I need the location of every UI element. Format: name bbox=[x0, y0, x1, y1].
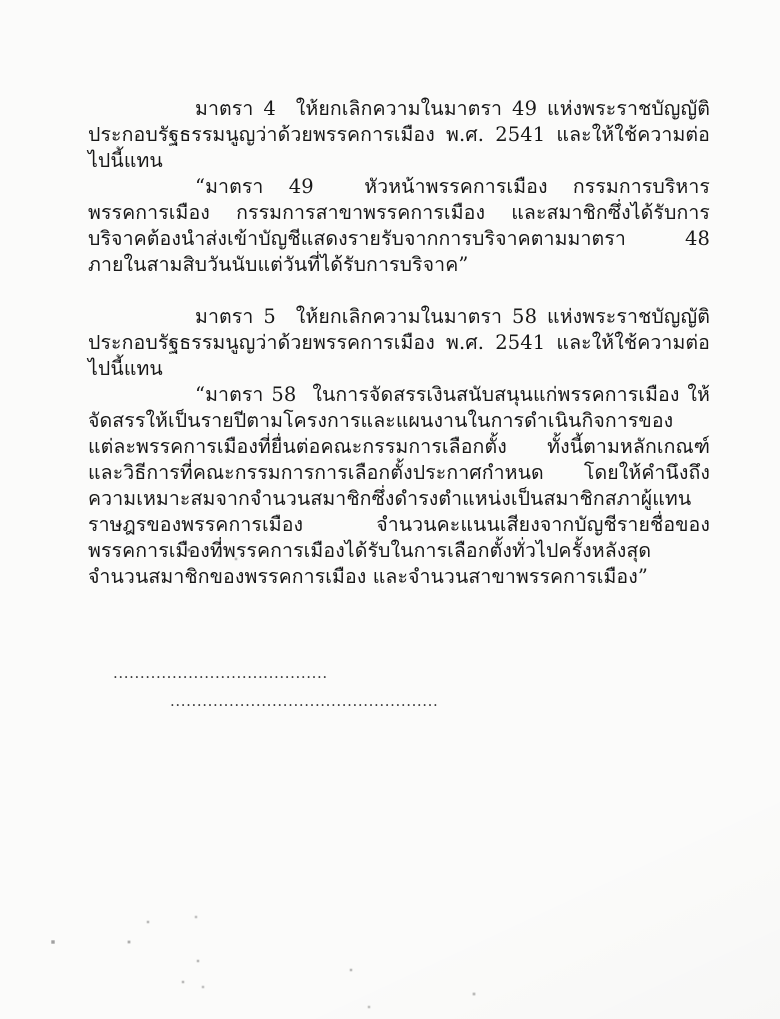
paragraph-section-58-replacement: “มาตรา 58 ในการจัดสรรเงินสนับสนุนแก่พรรคการเมือง ให้จัดสรรให้เป็นรายปีตามโครงการและแผนงานในการดำเนินกิจการของแต่ละพรรคการเมืองที่ยื่นต่อคณะกรรมการเลือกตั้ง ทั้งนี้ตามหลักเกณฑ์และวิธีการที่คณะกรรมการการเลือกตั้งประกาศกำหนด โดยให้คำนึงถึงความเหมาะสมจากจำนวนสมาชิกซึ่งดำรงตำแหน่งเป็นสมาชิกสภาผู้แทนราษฎรของพรรคการเมือง จำนวนคะแนนเสียงจากบัญชีรายชื่อของพรรคการเมืองที่พรรคการเมืองได้รับในการเลือกตั้งทั่วไปครั้งหลังสุด จำนวนสมาชิกของพรรคการเมือง และจำนวนสาขาพรรคการเมือง” bbox=[88, 383, 710, 588]
paragraph-section-4: มาตรา 4 ให้ยกเลิกความในมาตรา 49 แห่งพระราชบัญญัติประกอบรัฐธรรมนูญว่าด้วยพรรคการเมือง พ.ศ. 2541 และให้ใช้ความต่อไปนี้แทน bbox=[88, 97, 710, 172]
dotted-line: .................................................. bbox=[170, 692, 439, 710]
paragraph-section-5: มาตรา 5 ให้ยกเลิกความในมาตรา 58 แห่งพระราชบัญญัติประกอบรัฐธรรมนูญว่าด้วยพรรคการเมือง พ.ศ. 2541 และให้ใช้ความต่อไปนี้แทน bbox=[88, 305, 710, 380]
scan-noise bbox=[0, 0, 2, 2]
dotted-line: ........................................ bbox=[113, 664, 328, 682]
paragraph-section-49-replacement: “มาตรา 49 หัวหน้าพรรคการเมือง กรรมการบริหารพรรคการเมือง กรรมการสาขาพรรคการเมือง และสมาชิกซึ่งได้รับการบริจาคต้องนำส่งเข้าบัญชีแสดงรายรับจากการบริจาคตามมาตรา 48 ภายในสามสิบวันนับแต่วันที่ได้รับการบริจาค” bbox=[88, 175, 717, 276]
